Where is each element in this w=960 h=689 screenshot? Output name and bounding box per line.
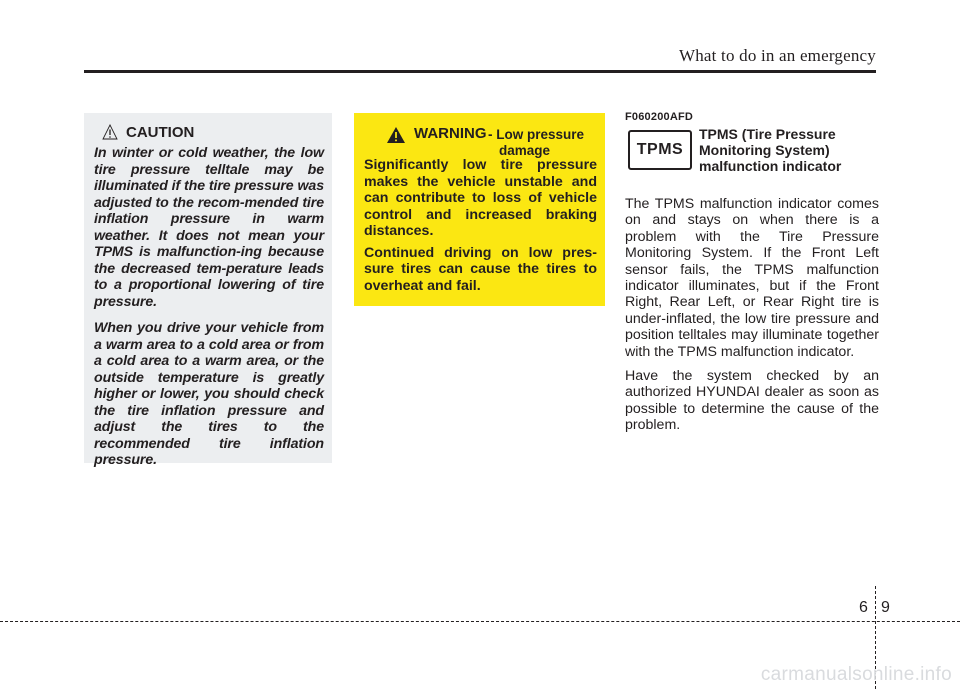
tpms-indicator-icon: TPMS <box>628 130 692 170</box>
header-title: What to do in an emergency <box>678 46 876 65</box>
body-paragraph: Have the system checked by an authorized HYUNDAI dealer as soon as possible to determine the cause of the problem. <box>625 368 879 434</box>
warning-paragraph: Continued driving on low pres-sure tires can cause the tires to overheat and fail. <box>364 244 597 294</box>
caution-paragraph: When you drive your vehicle from a warm area to a cold area or from a cold area to a warm area, or the outside temperature is greatly higher or lower, you should check the tire inflation pressure and adjust the tires to the recommended tire inflation pressure. <box>94 320 324 468</box>
warning-box <box>354 113 605 306</box>
header-rule <box>84 70 876 73</box>
caution-title: CAUTION <box>126 123 195 141</box>
warning-header <box>364 123 597 157</box>
watermark: carmanualsonline.info <box>760 664 952 685</box>
section-code: F060200AFD <box>625 111 694 123</box>
section-body <box>625 196 879 442</box>
chapter-number: 6 <box>859 599 868 616</box>
footer-rule <box>0 621 960 622</box>
warning-triangle-icon <box>386 126 406 144</box>
body-paragraph: The TPMS malfunction indicator comes on and stays on when there is a problem with the Tire Pressure Monitoring System. If the Front Left sensor fails, the TPMS malfunction indicator illuminates, but if the Front Right, Rear Left, or Rear Right tire is under-inflated, the low tire pressure and position telltales may illuminate together with the TPMS malfunction indicator. <box>625 196 879 360</box>
caution-triangle-icon <box>102 124 118 140</box>
caution-header <box>94 121 324 143</box>
warning-subtitle-continued: damage <box>499 143 551 158</box>
warning-subtitle: - Low pressure <box>488 127 585 142</box>
section-title: TPMS (Tire Pressure Monitoring System) malfunction indicator <box>699 126 842 174</box>
warning-title: WARNING <box>414 125 487 142</box>
warning-paragraph: Significantly low tire pressure makes the vehicle unstable and can contribute to loss of vehicle control and increased braking distances. <box>364 157 597 239</box>
caution-paragraph: In winter or cold weather, the low tire pressure telltale may be illuminated if the tire pressure was adjusted to the recom-mended tire inflation pressure in warm weather. It does not mean your TPMS is malfunction-ing because the decreased tem-perature leads to a proportional lowering of tire pressure. <box>94 145 324 310</box>
page-number: 9 <box>881 599 890 616</box>
caution-box <box>84 113 332 468</box>
